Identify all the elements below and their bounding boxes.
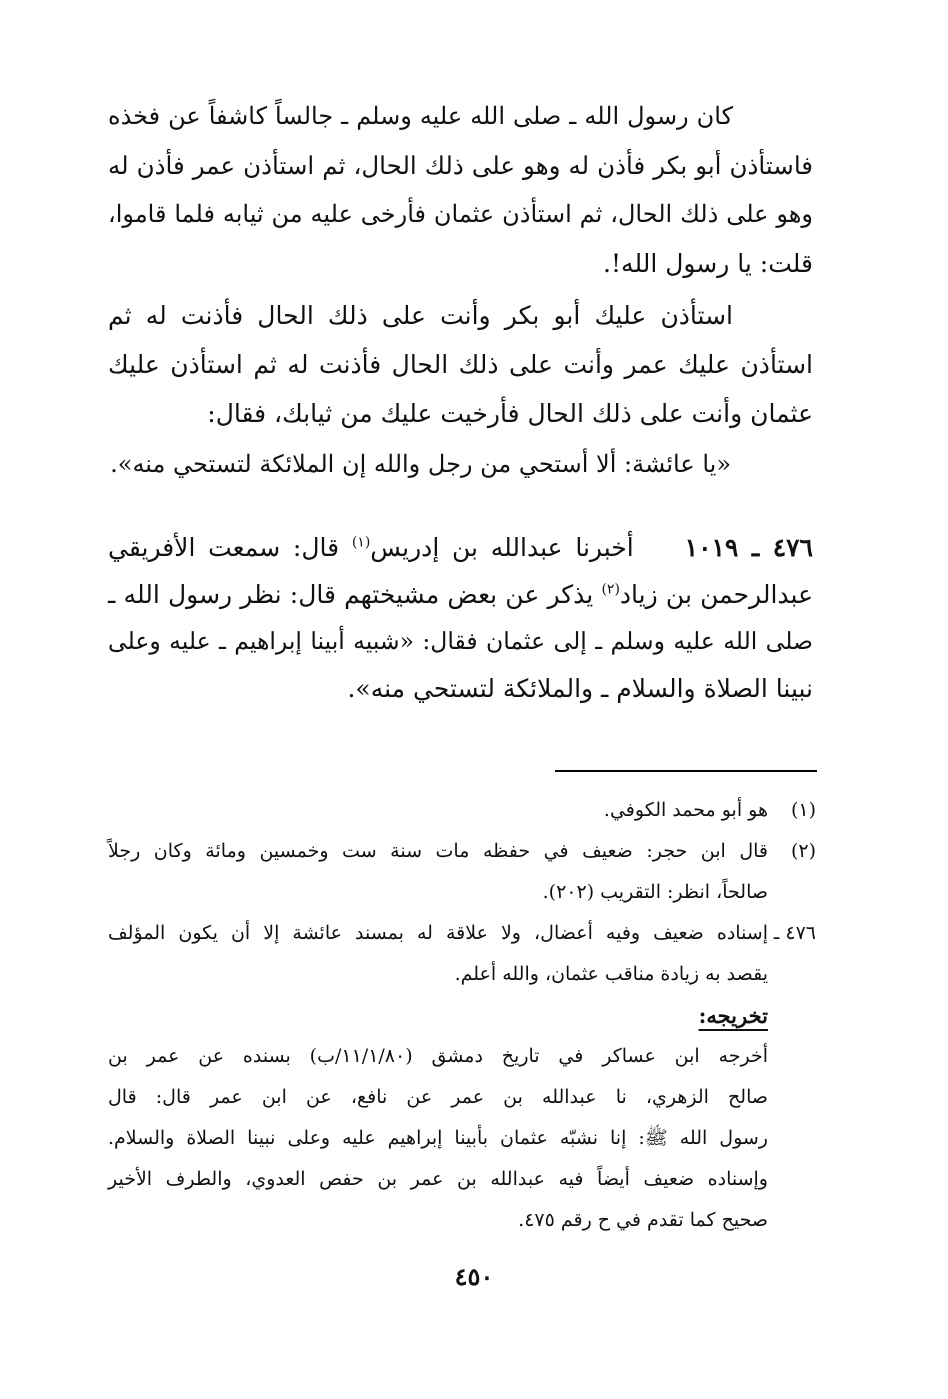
footnote [108, 831, 816, 913]
takhrij-line: وإسناده ضعيف أيضاً فيه عبدالله بن عمر بن حفص العدوي، والطرف الأخير [108, 1168, 768, 1190]
hadith-text: قال: سمعت الأفريقي [108, 533, 340, 562]
text-line: «يا عائشة: ألا أستحي من رجل والله إن الملائكة لتستحي منه». [110, 450, 731, 478]
footnote [108, 913, 816, 995]
text-line: قلت: يا رسول الله!. [603, 249, 813, 278]
hadith-text: أخبرنا عبدالله بن إدريس [370, 533, 634, 562]
footnote-number: ٤٧٦ ـ [773, 922, 816, 944]
page-number: ٤٥٠ [454, 1262, 494, 1291]
prophetic-quote [108, 440, 813, 489]
text-line: كان رسول الله ـ صلى الله عليه وسلم ـ جالساً كاشفاً عن فخذه [108, 102, 733, 130]
footnote-line: قال ابن حجر: ضعيف في حفظه مات سنة ست وخمسين ومائة وكان رجلاً [108, 840, 768, 862]
footnote-line: هو أبو محمد الكوفي. [603, 799, 768, 821]
text-line: استأذن عليك عمر وأنت على ذلك الحال فأذنت له ثم استأذن عليك [108, 350, 813, 379]
text-line: عثمان وأنت على ذلك الحال فأرخيت عليك من ثيابك، فقال: [207, 399, 813, 428]
footnote-divider [555, 770, 817, 772]
text-line: وهو على ذلك الحال، ثم استأذن عثمان فأرخى عليه من ثيابه فلما قاموا، [108, 200, 813, 228]
narration-paragraph [108, 92, 813, 288]
footnotes-section [108, 790, 816, 1241]
footnote-number: (١) [790, 799, 816, 821]
text-line: نبينا الصلاة والسلام ـ والملائكة لتستحي منه». [347, 674, 813, 703]
takhrij-heading: تخريجه: [698, 1003, 768, 1028]
footnote-ref[interactable]: (٢) [601, 581, 620, 598]
takhrij-line: صحيح كما تقدم في ح رقم ٤٧٥. [518, 1209, 768, 1231]
hadith-number: ٤٧٦ ـ ١٠١٩ [684, 533, 813, 562]
text-line: استأذن عليك أبو بكر وأنت على ذلك الحال فأذنت له ثم [108, 301, 733, 330]
takhrij-line: صالح الزهري، نا عبدالله بن عمر عن نافع، عن ابن عمر قال: قال [108, 1086, 768, 1108]
narration-paragraph [108, 291, 813, 438]
text-line [108, 571, 813, 618]
footnote-number: (٢) [790, 840, 816, 862]
hadith-entry [108, 524, 813, 712]
footnote-line: إسناده ضعيف وفيه أعضال، ولا علاقة له بمسند عائشة إلا أن يكون المؤلف [108, 922, 768, 944]
text-line: فاستأذن أبو بكر فأذن له وهو على ذلك الحال، ثم استأذن عمر فأذن له [108, 151, 813, 180]
footnote [108, 790, 816, 831]
takhrij-body [108, 1036, 816, 1241]
hadith-text: عبدالرحمن بن زياد [619, 580, 813, 609]
hadith-text: يذكر عن بعض مشيختهم قال: نظر رسول الله ـ [108, 580, 594, 609]
takhrij-line: أخرجه ابن عساكر في تاريخ دمشق (١١/١/٨٠/ب) بسنده عن عمر بن [108, 1045, 768, 1067]
footnote-line: يقصد به زيادة مناقب عثمان، والله أعلم. [454, 963, 768, 985]
text-line: صلى الله عليه وسلم ـ إلى عثمان فقال: «شبيه أبينا إبراهيم ـ عليه وعلى [108, 627, 813, 655]
text-line [108, 524, 813, 571]
footnote-line: صالحاً، انظر: التقريب (٢٠٢). [542, 881, 768, 903]
footnote-ref[interactable]: (١) [351, 534, 371, 551]
takhrij-line: رسول الله ﷺ: إنا نشبّه عثمان بأبينا إبراهيم عليه وعلى نبينا الصلاة والسلام. [108, 1127, 768, 1149]
